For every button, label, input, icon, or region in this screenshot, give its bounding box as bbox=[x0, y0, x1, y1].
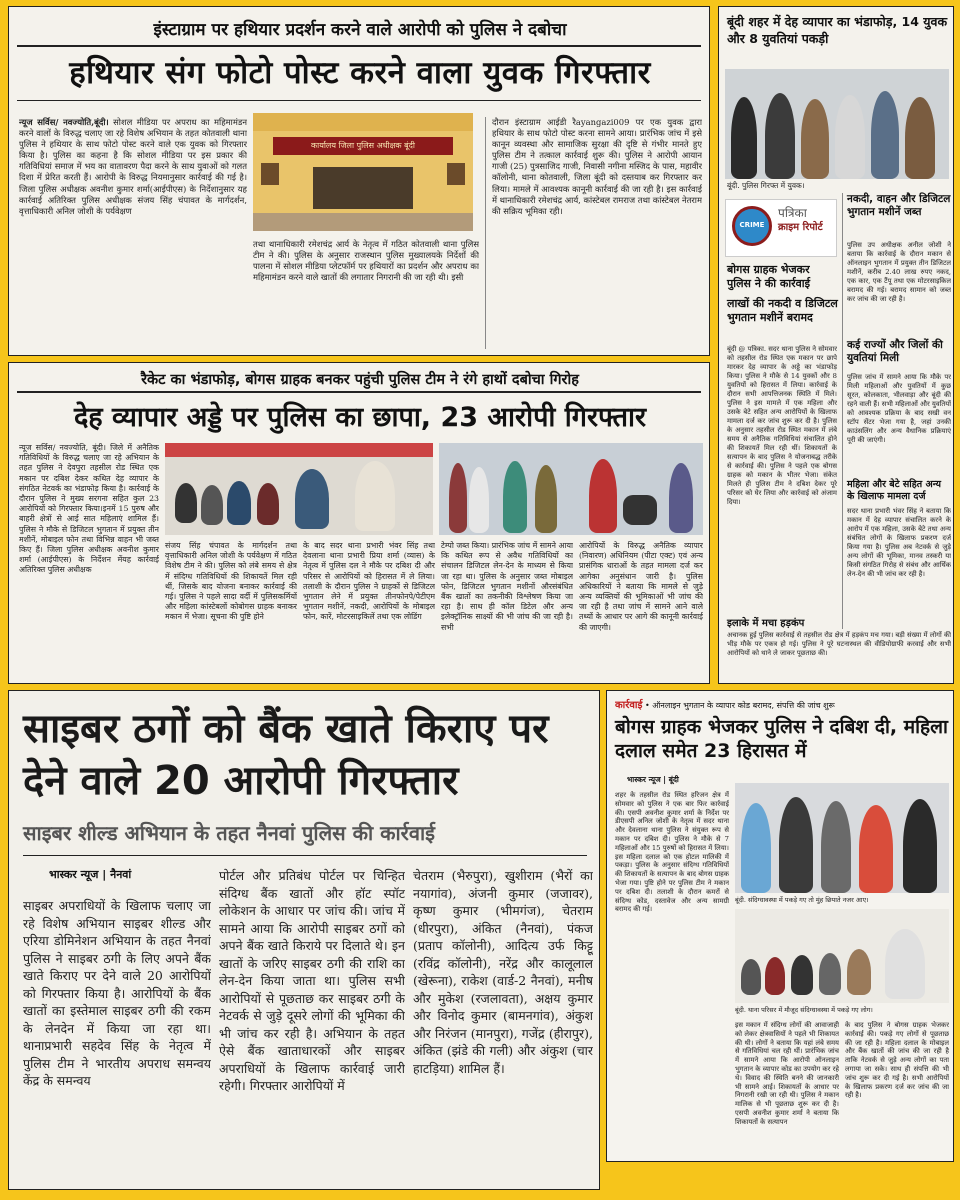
clip4-col2: पोर्टल और प्रतिबंध पोर्टल पर चिन्हित संदिग्ध बैंक खातों और हॉट स्पॉट लोकेशन के आधार पर जांच की। जांच में सामने आया कि आरोपी साइबर ठगों को अपने बैंक खाते किराये पर दिलाते थे। इन खातों के जरिए साइबर ठगी की राशि का लेन-देन किया जाता था। पुलिस सभी आरोपियों से पूछताछ कर साइबर ठगी के नेटवर्क से जुड़े दूसरे लोगों की भूमिका की भी जांच कर रही है। अभियान के तहत ऐसे बैंक खाताधारकों और साइबर अपराधियों के खिलाफ कार्रवाई जारी रहेगी। गिरफ्तार आरोपियों में bbox=[219, 868, 405, 1093]
clip2-bottom-body: अचानक हुई पुलिस कार्रवाई से तहसील रोड क्षेत्र में हड़कंप मच गया। बड़ी संख्या में लोगों की भीड़ मौके पर एकत्र हो गई। पुलिस ने पूरे घटनास्थल की वीडियोग्राफी करवाई और सभी आरोपियों को थाने ले जाकर पूछताछ की। bbox=[727, 631, 951, 657]
clip1-col1 bbox=[19, 117, 247, 349]
clip1-photo-sign: कार्यालय जिला पुलिस अधीक्षक बूंदी bbox=[273, 137, 453, 155]
clip5-police-station-photo bbox=[735, 909, 949, 1003]
clip2-side1-body: पुलिस उप अधीक्षक अनील जोशी ने बताया कि कार्रवाई के दौरान मकान से ऑनलाइन भुगतान में प्रयुक्त तीन डिजिटल मशीनें, करीब 2.40 लाख रुपए नकद, एक कार, एक टैंपू तथा एक मोटरसाइकिल बरामद की गई। बरामद सामान को जब्त कर जांच की जा रही है। bbox=[847, 241, 951, 303]
clip2-side2-body: पुलिस जांच में सामने आया कि मौके पर मिली महिलाओं और युवतियों में कुछ सूरत, कोलकाता, भीलवाड़ा और बूंदी की रहने वाली हैं। सभी महिलाओं और युवतियों को आवश्यक प्रक्रिया के बाद सखी वन स्टॉप सेंटर भेजा गया है, जहां उनकी काउंसलिंग और अन्य वैधानिक प्रक्रियाएं पूरी की जाएंगी। bbox=[847, 373, 951, 444]
clip5-caption2: बूंदी. थाना परिसर में मौजूद संदिग्धावस्था में पकड़े गए लोग। bbox=[735, 1006, 873, 1014]
clip5-col1: शहर के तहसील रोड स्थित हरिजन क्षेत्र में सोमवार को पुलिस ने एक बार फिर कार्रवाई की। एसपी अवनीश कुमार शर्मा के निर्देश पर डीएसपी अनिल जोशी के नेतृत्व में सदर थाना और देवलाना थाना पुलिस ने संयुक्त रूप से मकान पर दबिश दी। पुलिस ने मौके से 7 महिलाओं और 15 पुरुषों को हिरासत में लिया। इस महिला दलाल को एक होटल मालिकी में पकड़ा। पुलिस के अनुसार संदिग्ध गतिविधियों की शिकायतों के सत्यापन के बाद बोगस ग्राहक भेजा गया। पुष्टि होने पर पुलिस टीम ने मकान पर दबिश दी। तलाशी के दौरान कमरों से संदिग्ध कोड, दस्तावेज और अन्य सामग्री बरामद की गई। bbox=[615, 791, 729, 914]
clip1-rule bbox=[17, 45, 701, 47]
clip2-logo-sub: क्राइम रिपोर्ट bbox=[778, 222, 823, 233]
clip1-col1-text: सोशल मीडिया पर अपराध का महिमामंडन करने वालों के विरुद्ध चलाए जा रहे विशेष अभियान के तहत कोतवाली थाना पुलिस ने हथियार के साथ फोटो पोस्ट करने वाले एक युवक को गिरफ्तार किया है। पुलिस का कहना है कि सोशल मीडिया पर इस प्रकार की गतिविधियां समाज में भय का वातावरण पैदा करने के साथ युवाओं को गलत दिशा में प्रेरित करती हैं। आरोपी के विरुद्ध नियमानुसार कार्रवाई की गई है। जिला पुलिस अधीक्षक अवनीश कुमार शर्मा(आईपीएस) के निर्देशानुसार यह कार्रवाई अतिरिक्त पुलिस अधीक्षक संजय सिंह चंपावत के मार्गदर्शन, वृत्ताधिकारी अनिल जोशी के पर्यवेक्षण bbox=[19, 117, 247, 216]
clip2-side2-head: कई राज्यों और जिलों की युवतियां मिली bbox=[847, 339, 943, 364]
clip-bundi-sex-racket bbox=[718, 6, 954, 684]
clip4-rule bbox=[23, 855, 587, 856]
clip2-headline: बूंदी शहर में देह व्यापार का भंडाफोड़, 14 युवक और 8 युवतियां पकड़ी bbox=[727, 14, 948, 46]
clip2-arrested-youths-photo bbox=[725, 69, 949, 179]
clip5-col2: इस मकान में संदिग्ध लोगों की आवाजाही को लेकर क्षेत्रवासियों ने पहले भी शिकायत की थी। लोगों ने बताया कि यहां लंबे समय से गतिविधियां चल रही थीं। प्रारंभिक जांच में सामने आया कि आरोपी ऑनलाइन भुगतान के व्यापार कोड का उपयोग कर रहे थे। विवाद की स्थिति बनने की जानकारी भी सामने आई। शिकायतों के आधार पर निगरानी रखी जा रही थी। पुलिस ने मकान मालिक से भी पूछताछ शुरू कर दी है। एसपी अवनीश कुमार शर्मा ने बताया कि शिकायतों के सत्यापन bbox=[735, 1021, 839, 1126]
clip4-headline: साइबर ठगों को बैंक खाते किराए पर देने वाले 20 आरोपी गिरफ्तार bbox=[23, 706, 549, 804]
clip1-byline: न्यूज सर्विस/ नवज्योति,बूंदी। bbox=[19, 117, 109, 127]
clip5-caption1: बूंदी. संदिग्धावस्था में पकड़े गए तो मुंह छिपाते नजर आए। bbox=[735, 896, 869, 904]
clip-weapon-photo-arrest bbox=[8, 6, 710, 356]
clip2-sub1: बोगस ग्राहक भेजकर पुलिस ने की कार्रवाई bbox=[727, 263, 811, 290]
clip5-headline: बोगस ग्राहक भेजकर पुलिस ने दबिश दी, महिला दलाल समेत 23 हिरासत में bbox=[615, 716, 948, 762]
clip5-kicker-row bbox=[615, 697, 949, 711]
clip5-kicker-label: कार्रवाई bbox=[615, 700, 643, 711]
clip3-kicker: रैकेट का भंडाफोड़, बोगस ग्राहक बनकर पहुंची पुलिस टीम ने रंगे हाथों दबोचा गिरोह bbox=[141, 372, 579, 388]
clip2-sub3: इलाके में मचा हड़कंप bbox=[727, 618, 805, 629]
clip1-kicker: इंस्टाग्राम पर हथियार प्रदर्शन करने वाले आरोपी को पुलिस ने दबोचा bbox=[153, 20, 567, 40]
clip1-headline: हथियार संग फोटो पोस्ट करने वाला युवक गिरफ्तार bbox=[69, 55, 651, 91]
clip4-col3: चेतराम (भैरुपुरा), खुशीराम (भैरों का नयागांव), अंजनी कुमार (जजावर), कृष्ण कुमार (भीमगंज), चेतराम (धीरपुरा), अंकित (नैनवां), पंकज (प्रताप कॉलोनी), आदित्य उर्फ किट्टू (रविंद्र कॉलोनी), नरेंद्र और कालूलाल (खेरूना), राकेश (वार्ड-2 नैनवां), मनीष और मुकेश (रजलावता), अक्षय कुमार और विनोद कुमार (बामनगांव), अंकुश और निरंजन (मानपुरा), गजेंद्र (हीरापुर), अंकित (झंडे की गली) और अंकुश (चार हाटड़िया) शामिल हैं। bbox=[413, 868, 593, 1076]
clip3-seated-suspects-photo bbox=[165, 443, 433, 535]
clip4-col1: साइबर अपराधियों के खिलाफ चलाए जा रहे विशेष अभियान साइबर शील्ड और एरिया डोमिनेशन अभियान के तहत नैनवां पुलिस ने साइबर ठगी के लिए अपने बैंक खाते किराए पर देने वाले 20 आरोपियों को गिरफ्तार किया है। आरोपियों के बैंक खातों का इस्तेमाल साइबर ठगी की रकम के लेनदेन में किया जा रहा था। थानाप्रभारी सहदेव सिंह के नेतृत्व में पुलिस टीम ने भारतीय अपराध समन्वय केंद्र के समन्वय bbox=[23, 898, 211, 1088]
clip2-divider bbox=[842, 193, 843, 629]
clip2-sub2: लाखों की नकदी व डिजिटल भुगतान मशीनें बरामद bbox=[727, 297, 838, 324]
clip2-logo-brand: पत्रिका bbox=[778, 206, 807, 220]
clip4-byline: भास्कर न्यूज | नैनवां bbox=[49, 868, 132, 881]
clip3-police-team-photo bbox=[439, 443, 703, 535]
clip2-caption: बूंदी. पुलिस गिरफ्त में युवक। bbox=[727, 181, 805, 190]
clip-cyber-accounts-20-arrested bbox=[8, 690, 600, 1190]
clip1-col3: दौरान इंस्टाग्राम आईडी रैayangazi009 पर एक युवक द्वारा हथियार के साथ फोटो पोस्ट करना सामने आया। प्रारंभिक जांच में इसे कानून व्यवस्था और सामाजिक सुरक्षा की दृष्टि से गंभीर मानते हुए पुलिस टीम ने तत्काल कार्रवाई शुरू की। पुलिस ने आरोपी आयान गाजी (25) पुत्रसाजिद गाजी, निवासी नगीना मस्जिद के पास, महावीर कॉलोनी, थाना कोतवाली, जिला बूंदी को दस्तयाब कर गिरफ्तार कर लिया। मामले में आवश्यक कानूनी कार्रवाई की जा रही है। इस कार्रवाई में थानाधिकारी रमेशचंद्र आर्य, कांस्टेबल रामराज तथा कांस्टेबल नेतराम की सक्रिय भूमिका रही। bbox=[492, 117, 702, 216]
clip2-side1-head: नकदी, वाहन और डिजिटल भुगतान मशीनें जब्त bbox=[847, 193, 951, 218]
clip3-rule bbox=[17, 391, 701, 393]
clip2-side3-body: सदर थाना प्रभारी भंवर सिंह ने बताया कि मकान में देह व्यापार संचालित करने के आरोप में एक महिला, उसके बेटे तथा अन्य संबंधित लोगों के खिलाफ प्रकरण दर्ज किया गया है। पुलिस अब नेटवर्क से जुड़े अन्य लोगों की भूमिका, मानव तस्करी या किसी संगठित गिरोह से संबंध और आर्थिक लेन-देन की भी जांच कर रही है। bbox=[847, 507, 951, 578]
clip1-police-office-photo bbox=[253, 113, 473, 231]
clip1-col2: तथा थानाधिकारी रमेशचंद्र आर्य के नेतृत्व में गठित कोतवाली थाना पुलिस टीम ने की। पुलिस के अनुसार राजस्थान पुलिस मुख्यालयके निर्देशों की पालना में सोशल मीडिया प्लेटफॉर्म पर हथियारों का प्रदर्शन और अपराध का महिमामंडन करने वाले खातों की लगातार निगरानी की जा रही थी। इसी bbox=[253, 239, 479, 283]
clip5-kicker: • ऑनलाइन भुगतान के व्यापार कोड बरामद, संपत्ति की जांच शुरू bbox=[644, 701, 835, 710]
clip5-col3: के बाद पुलिस ने बोगस ग्राहक भेजकर कार्रवाई की। पकड़े गए लोगों से पूछताछ की जा रही है। महिला दलाल के मोबाइल और बैंक खातों की जांच की जा रही है ताकि नेटवर्क से जुड़े अन्य लोगों का पता लगाया जा सके। साथ ही संपत्ति की भी जांच शुरू कर दी गई है। सभी आरोपियों के खिलाफ प्रकरण दर्ज कर जांच की जा रही है। bbox=[845, 1021, 949, 1100]
clip-bogus-customer-raid bbox=[606, 690, 954, 1162]
clip5-byline: भास्कर न्यूज | बूंदी bbox=[627, 775, 679, 784]
clip5-col1-cont bbox=[615, 1025, 729, 1157]
clip3-headline: देह व्यापार अड्डे पर पुलिस का छापा, 23 आरोपी गिरफ्तार bbox=[73, 402, 647, 433]
clip2-crime-badge: CRIME bbox=[732, 206, 772, 246]
clip2-main-body: बूंदी @ पत्रिका. सदर थाना पुलिस ने सोमवार को तहसील रोड स्थित एक मकान पर छापे मारकर देह व्यापार के अड्डे का भंडाफोड़ किया। पुलिस ने मौके से 14 युवकों और 8 युवतियों को हिरासत में लिया। कार्रवाई के दौरान सभी आपत्तिजनक स्थिति में मिले। पुलिस ने इस मामले में एक महिला और उसके बेटे सहित अन्य आरोपियों के खिलाफ मामला दर्ज कर जांच शुरू कर दी है। पुलिस के अनुसार तहसील रोड स्थित मकान में लंबे समय से अनैतिक गतिविधियां संचालित होने की शिकायतें मिल रही थीं। शिकायतों के सत्यापन के बाद पुलिस ने योजनाबद्ध तरीके से कार्रवाई की। पुलिस ने पहले एक बोगस ग्राहक को मकान के भीतर भेजा। संकेत मिलते ही पुलिस टीम ने दबिश देकर पूरे परिसर को घेर लिया और कार्रवाई को अंजाम दिया। bbox=[727, 345, 837, 506]
clip2-side3-head: महिला और बेटे सहित अन्य के खिलाफ मामला दर्ज bbox=[847, 479, 942, 502]
clip1-divider bbox=[485, 117, 486, 349]
clip3-col4: टेम्पो जब्त किया। प्रारंभिक जांच में सामने आया कि कथित रूप से अवैध गतिविधियों का संचालन डिजिटल लेन-देन के माध्यम से किया जा रहा था। पुलिस के अनुसार जब्त मोबाइल फोन, डिजिटल भुगतान मशीनों औरसंबंधित बैंक खातों का तकनीकी विश्लेषण किया जा रहा है। साथ ही कॉल डिटेल और अन्य इलेक्ट्रॉनिक साक्ष्यों की भी जांच की जा रही है। सभी bbox=[441, 541, 573, 632]
clip3-col3: के बाद सदर थाना प्रभारी भंवर सिंह तथा देवलाना थाना प्रभारी प्रिया शर्मा (व्यास) के नेतृत्व में पुलिस दल ने मौके पर दबिश दी और परिसर से आरोपियों को हिरासत में ले लिया। तलाशी के दौरान पुलिस ने ग्राहकों से डिजिटल भुगतान लेने में प्रयुक्त तीनफोनपे/पेटीएम भुगतान मशीनें, नकदी, आरोपियों के मोबाइल फोन, कारें, मोटरसाइकिलें तथा एक लोडिंग bbox=[303, 541, 435, 622]
clip5-suspects-photo bbox=[735, 783, 949, 893]
clip4-subhead: साइबर शील्ड अभियान के तहत नैनवां पुलिस की कार्रवाई bbox=[23, 821, 435, 845]
clip3-col5: आरोपियों के विरुद्ध अनैतिक व्यापार (निवारण) अधिनियम (पीटा एक्ट) एवं अन्य प्रासंगिक धाराओं के तहत मामला दर्ज कर आगेका अनुसंधान जारी है। पुलिस अधिकारियों ने बताया कि मामले से जुड़े अन्य व्यक्तियों की भूमिकाओं भी जांच की जा रही है तथा जांच में सामने आने वाले तथ्यों के आधार पर आगे की कानूनी कार्रवाई की जाएगी। bbox=[579, 541, 703, 632]
clip1-rule2 bbox=[17, 100, 701, 101]
clip3-col1: न्यूज सर्विस/ नवज्योति, बूंदी। जिले में अनैतिक गतिविधियों के विरुद्ध चलाए जा रहे अभियान के तहत पुलिस ने देवपुरा तहसील रोड स्थित एक मकान पर दबिश देकर कथित देह व्यापार के संगठित नेटवर्क का भंडाफोड़ किया है। कार्रवाई के दौरान पुलिस ने मुख्य सरगना सहित कुल 23 आरोपियों को गिरफ्तार किया।इनमें 15 पुरुष और बाहरी क्षेत्रों से आई सात महिलाएं शामिल हैं। पुलिस ने मौके से डिजिटल भुगतान में प्रयुक्त तीन मशीनें, मोबाइल फोन तथा विभिन्न वाहन भी जब्त किए हैं। जिला पुलिस अधीक्षक अवनीश कुमार शर्मा (आईपीएस) के निर्देशन मेंयह कार्रवाई अतिरिक्त पुलिस अधीक्षक bbox=[19, 443, 159, 575]
clip3-col2: संजय सिंह चंपावत के मार्गदर्शन तथा वृत्ताधिकारी अनिल जोशी के पर्यवेक्षण में गठित विशेष टीम ने की। पुलिस को लंबे समय से क्षेत्र में संदिग्ध गतिविधियों की शिकायतें मिल रही थीं, जिसके बाद योजना बनाकर कार्रवाई की गई। पुलिस ने पहले सादा वर्दी में पुलिसकर्मियों और महिला कांस्टेबलों कोबोगस ग्राहक बनाकर मकान में भेजा। सूचना की पुष्टि होने bbox=[165, 541, 297, 622]
clip2-crime-logo bbox=[725, 199, 837, 257]
clip-brothel-raid-23-arrested bbox=[8, 362, 710, 684]
